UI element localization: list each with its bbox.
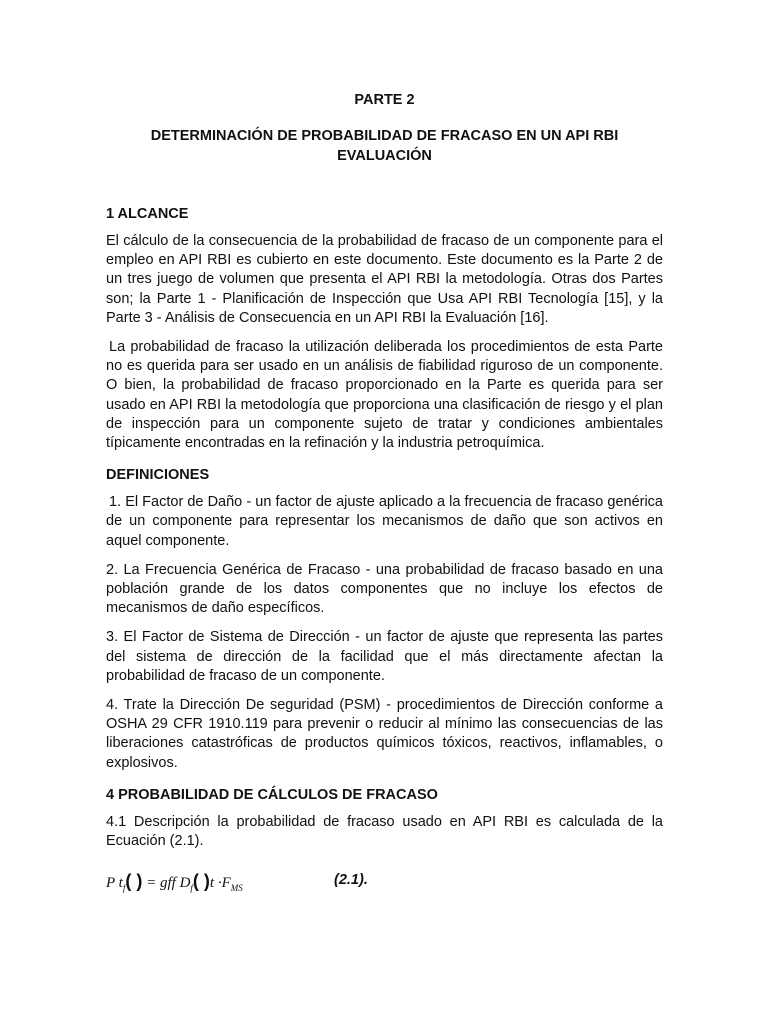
definition-item-2: 2. La Frecuencia Genérica de Fracaso - una probabilidad de fracaso basado en una población grande de los datos componentes que no incluye los efectos de mecanismos de daño específicos. [106,561,663,617]
document-title: DETERMINACIÓN DE PROBABILIDAD DE FRACASO EN UN API RBI EVALUACIÓN [150,128,619,164]
definition-item-4: 4. Trate la Dirección De seguridad (PSM) - procedimientos de Dirección conforme a OSHA 29 CFR 1910.119 para prevenir o reducir al mínimo las consecuencias de las liberaciones catastróficas de productos químicos tóxicos, reactivos, inflamables, o explosivos. [106,697,663,771]
definition-item-3: 3. El Factor de Sistema de Dirección - un factor de ajuste que representa las partes del sistema de dirección de la facilidad que el más directamente afectan la probabilidad de fracaso de un componente. [106,629,663,684]
section-heading-definitions: DEFINICIONES [106,467,210,484]
part-label: PARTE 2 [354,92,415,108]
section-heading-calculations: 4 PROBABILIDAD DE CÁLCULOS DE FRACASO [106,786,438,803]
equation-2-1 [106,869,663,909]
calc-paragraph-1: 4.1 Descripción la probabilidad de fracaso usado en API RBI es calculada de la Ecuación (2.1). [106,813,663,850]
equation-number: (2.1). [334,872,368,889]
scope-paragraph-1: El cálculo de la consecuencia de la probabilidad de fracaso de un componente para el empleo en API RBI es cubierto en este documento. Este documento es la Parte 2 de un tres juego de volumen que presenta el API RBI la metodología. Otras dos Partes son; la Parte 1 - Planificación de Inspección que Usa API RBI Tecnología [15], y la Parte 3 - Análisis de Consecuencia en un API RBI la Evaluación [16]. [106,233,663,326]
definition-item-1: 1. El Factor de Daño - un factor de ajuste aplicado a la frecuencia de fracaso genérica de un componente para representar los mecanismos de daño que son activos en aquel componente. [106,494,663,549]
section-heading-scope: 1 ALCANCE [106,206,189,222]
equation-expression: P $t_f$( ) = gff $D_f$( )$t \cdot F_{MS}$ [106,871,243,894]
scope-paragraph-2: La probabilidad de fracaso la utilización deliberada los procedimientos de esta Parte no es querida para ser usado en un análisis de fiabilidad riguroso de un componente. O bien, la probabilidad de fracaso proporcionado en la Parte es querida para ser usado en API RBI la metodología que proporciona una clasificación de riesgo y el plan de inspección para un componente sujeto de tratar y condiciones ambientales típicamente encontradas en la refinación y la industria petroquímica. [106,339,663,452]
